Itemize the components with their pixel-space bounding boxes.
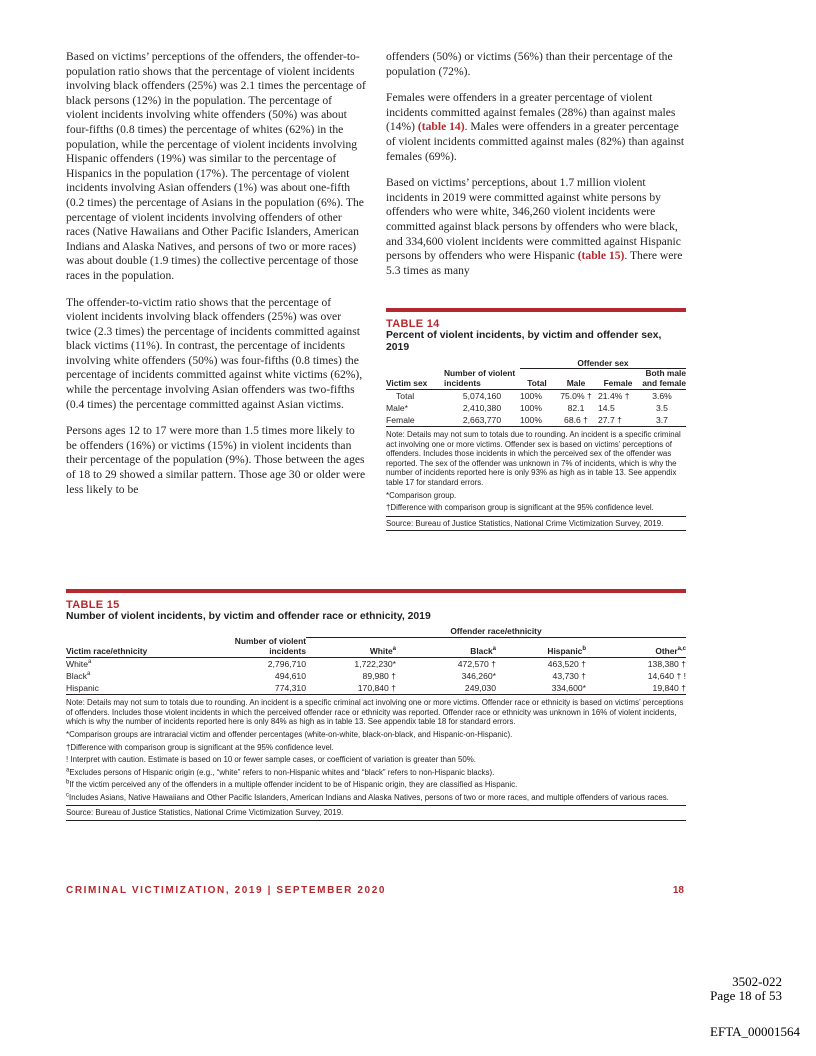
column-header: Other$^{a,c}$ bbox=[586, 637, 686, 657]
table-title: Number of violent incidents, by victim and offender race or ethnicity, 2019 bbox=[66, 611, 431, 622]
table-notes bbox=[386, 426, 686, 531]
table-14-reference-link[interactable]: (table 14) bbox=[417, 120, 465, 134]
cell: 68.6 † bbox=[564, 415, 588, 426]
row-label: Black$^a$ bbox=[66, 671, 91, 682]
stamp-line: 3502-022 bbox=[732, 974, 782, 989]
cell: 100% bbox=[520, 403, 542, 414]
paragraph bbox=[386, 176, 686, 278]
paragraph: The offender-to-victim ratio shows that the percentage of violent incidents involving black offenders (25%) was over twice (2.3 times) the percentage of incidents committed against black victims (11%). In contrast, the percentage of incidents involving white offenders (50%) was four-fifths (0.8 times) the percentage of incidents committed against white victims (62%), while the percentage involving Asian offenders was two-fifths (0.4 times) the percentage committed against Asian victims. bbox=[66, 295, 363, 411]
table-15 bbox=[66, 589, 686, 821]
cell: 100% bbox=[520, 415, 542, 426]
paragraph-text: Based on victims’ perceptions, about 1.7 million violent incidents in 2019 were committed against white persons by offenders who were white, 346,260 violent incidents were committed against black persons by offenders who were black, and 334,600 violent incidents were committed against Hispanic persons by offenders who were Hispanic bbox=[386, 176, 681, 263]
paragraph-text: . Males were offenders in a greater percentage of violent incidents committed against males (82%) than against females (69%). bbox=[386, 120, 685, 163]
column-header: Number of violent incidents bbox=[444, 369, 520, 390]
footnote: *Comparison groups are intraracial victim and offender percentages (white-on-white, black-on-black, and Hispanic-on-Hispanic). bbox=[66, 729, 513, 739]
data-table bbox=[386, 359, 686, 426]
table-title: Percent of violent incidents, by victim and offender sex, 2019 bbox=[386, 330, 662, 354]
table-14 bbox=[386, 308, 686, 531]
cell: 100% bbox=[520, 391, 542, 402]
table-source: Source: Bureau of Justice Statistics, National Crime Victimization Survey, 2019. bbox=[66, 805, 686, 821]
table-row bbox=[66, 670, 686, 682]
cell: 2,663,770 bbox=[462, 415, 502, 426]
column-header: Black$^a$ bbox=[396, 637, 496, 657]
paragraph: Persons ages 12 to 17 were more than 1.5 times more likely to be offenders (16%) or victims (15%) in violent incidents than their percentage of the population (9%). Those between the ages of 18 to 29 showed a similar pattern. Those age 30 or older were less likely to be bbox=[66, 424, 366, 496]
cell: 27.7 † bbox=[598, 415, 622, 426]
cell: 334,600* bbox=[551, 683, 586, 694]
table-15-reference-link[interactable]: (table 15) bbox=[577, 249, 625, 263]
row-label: Total bbox=[396, 391, 415, 402]
column-header: Total bbox=[520, 369, 554, 390]
column-header: Number of violent incidents bbox=[216, 637, 306, 657]
left-column bbox=[66, 50, 366, 509]
table-label: TABLE 15 bbox=[66, 599, 120, 611]
cell: 14.5 bbox=[598, 403, 615, 414]
document-id: EFTA_00001564 bbox=[710, 1024, 800, 1039]
cell: 346,260* bbox=[461, 671, 496, 682]
cell: 82.1 bbox=[567, 403, 585, 414]
cell: 3.6% bbox=[652, 391, 672, 402]
cell: 2,410,380 bbox=[462, 403, 502, 414]
cell: 170,840 † bbox=[357, 683, 396, 694]
cell: 249,030 bbox=[464, 683, 496, 694]
table-row bbox=[66, 682, 686, 694]
column-header: Victim race/ethnicity bbox=[66, 637, 216, 657]
footnote: $^c$Includes Asians, Native Hawaiians and Other Pacific Islanders, American Indians and Alaska Natives, persons of two or more races, and multiple offenders of various races. bbox=[66, 792, 669, 802]
data-table bbox=[66, 627, 686, 694]
table-row bbox=[386, 402, 686, 414]
footnote: †Difference with comparison group is significant at the 95% confidence level. bbox=[386, 503, 654, 513]
row-label: Female bbox=[386, 415, 415, 426]
table-row bbox=[386, 414, 686, 426]
table-notes bbox=[66, 694, 686, 821]
row-label: Male* bbox=[386, 403, 408, 414]
report-footer-title: CRIMINAL VICTIMIZATION, 2019 | SEPTEMBER 2020 bbox=[66, 885, 387, 896]
cell: 89,980 † bbox=[362, 671, 396, 682]
paragraph: Based on victims’ perceptions of the offenders, the offender-to-population ratio shows that the percentage of violent incidents involving black offenders (25%) was 2.1 times the percentage of black persons (12%) in the population. The percentage of violent incidents involving white offenders (50%) was about four-fifths (0.8 times) the percentage of whites (62%) in the population, while the percentage of violent incidents involving Hispanic offenders (19%) was similar to the percentage of Hispanics in the population (17%). The percentage of violent incidents involving Asian offenders (1%) was about one-fifth (0.2 times) the percentage of Asians in the population (6%). The percentage of violent incidents involving offenders of other races (Native Hawaiians and Other Pacific Islanders, American Indians and Alaska Natives, and persons of two or more races) was about double (1.9 times) the collective percentage of those races in the population. bbox=[66, 50, 366, 282]
paragraph: offenders (50%) or victims (56%) than their percentage of the population (72%). bbox=[386, 50, 673, 78]
column-header: Hispanic$^b$ bbox=[496, 637, 586, 657]
stamp-line: Page 18 of 53 bbox=[710, 988, 782, 1003]
table-row bbox=[66, 658, 686, 671]
cell: 19,840 † bbox=[652, 683, 686, 694]
paragraph-text: . There were 5.3 times as many bbox=[386, 249, 683, 277]
footnote: †Difference with comparison group is significant at the 95% confidence level. bbox=[66, 742, 334, 752]
column-header: Both male and female bbox=[638, 369, 686, 390]
table-divider bbox=[386, 308, 686, 312]
paragraph-text: Females were offenders in a greater percentage of violent incidents committed against females (28%) than against males (14%) bbox=[386, 91, 676, 134]
table-row bbox=[386, 390, 686, 403]
cell: 43,730 † bbox=[552, 671, 586, 682]
cell: 774,310 bbox=[274, 683, 306, 694]
cell: 5,074,160 bbox=[462, 391, 502, 402]
column-header: Victim sex bbox=[386, 369, 444, 390]
column-header: Female bbox=[598, 369, 638, 390]
bates-stamp bbox=[710, 975, 782, 1003]
cell: 21.4% † bbox=[598, 391, 630, 402]
page-number: 18 bbox=[672, 885, 684, 896]
cell: 138,380 † bbox=[647, 659, 686, 670]
cell: 3.5 bbox=[656, 403, 668, 414]
paragraph bbox=[386, 91, 686, 164]
cell: 463,520 † bbox=[547, 659, 586, 670]
row-label: White$^a$ bbox=[66, 659, 92, 670]
cell: 2,796,710 bbox=[267, 659, 306, 670]
column-header: Male bbox=[554, 369, 598, 390]
cell: 14,640 † ! bbox=[647, 671, 686, 682]
row-label: Hispanic bbox=[66, 683, 99, 694]
column-group-header: Offender sex bbox=[520, 359, 686, 369]
cell: 75.0% † bbox=[560, 391, 592, 402]
table-divider bbox=[66, 589, 686, 593]
cell: 472,570 † bbox=[457, 659, 496, 670]
column-header: White$^a$ bbox=[306, 637, 396, 657]
table-label: TABLE 14 bbox=[386, 318, 440, 330]
footnote: ! Interpret with caution. Estimate is based on 10 or fewer sample cases, or coefficient of variation is greater than 50%. bbox=[66, 755, 476, 765]
footnote: *Comparison group. bbox=[386, 490, 457, 500]
table-note: Note: Details may not sum to totals due to rounding. An incident is a specific criminal act involving one or more victims. Offender race or ethnicity is based on victims’ perceptions of offenders. Includes those violent incidents in which the perceived offender race or ethnicity was reported. Offender race or ethnicity was unknown in 16% of violent incidents, which is why the number of incidents reported here is only 84% as high as in table 13. See appendix table 18 for standard errors. bbox=[66, 698, 684, 727]
table-source: Source: Bureau of Justice Statistics, National Crime Victimization Survey, 2019. bbox=[386, 516, 686, 532]
column-group-header: Offender race/ethnicity bbox=[306, 627, 686, 637]
footnote: $^b$If the victim perceived any of the offenders in a multiple offender incident to be of Hispanic origin, they are classified as Hispanic. bbox=[66, 779, 518, 790]
table-note: Note: Details may not sum to totals due to rounding. An incident is a specific criminal act involving one or more victims. Offender sex is based on victims’ perceptions of offenders. Includes those incidents in which the perceived sex of the offender was reported. The sex of the offender was unknown in 7% of incidents, which is why the number of incidents reported here is only 93% as high as in table 13. See appendix table 17 for standard errors. bbox=[386, 430, 681, 487]
cell: 3.7 bbox=[656, 415, 668, 426]
footnote: $^a$Excludes persons of Hispanic origin (e.g., “white” refers to non-Hispanic whites and “black” refers to non-Hispanic blacks). bbox=[66, 767, 495, 777]
right-column bbox=[386, 50, 686, 290]
cell: 494,610 bbox=[274, 671, 306, 682]
cell: 1,722,230* bbox=[354, 659, 396, 670]
